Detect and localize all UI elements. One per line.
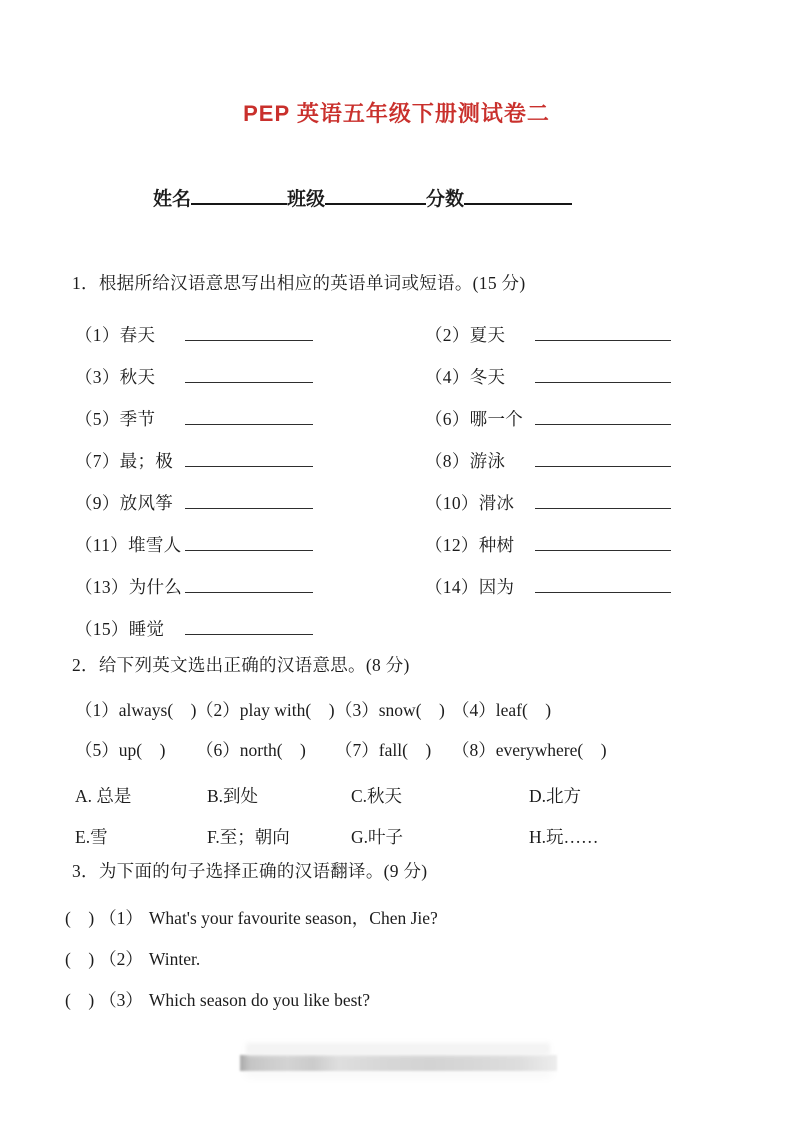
match-item-word: play with xyxy=(239,700,306,720)
match-item-word: always xyxy=(118,700,168,720)
vocab-item-label: （4）冬天 xyxy=(425,367,506,387)
match-item-number: （8） xyxy=(452,740,496,760)
match-item-word: leaf xyxy=(495,700,522,720)
vocab-item-label: （6）哪一个 xyxy=(425,409,524,429)
translation-item-number: （3） xyxy=(99,990,143,1010)
match-item xyxy=(196,730,335,770)
vocab-item xyxy=(75,356,425,398)
answer-blank xyxy=(185,335,313,341)
match-item-number: （7） xyxy=(335,740,379,760)
choice-option: B.到处 xyxy=(207,786,259,806)
answer-blank xyxy=(535,461,671,467)
translation-item xyxy=(65,898,793,939)
class-blank xyxy=(325,187,426,205)
vocab-item xyxy=(425,566,793,608)
vocab-item-label: （2）夏天 xyxy=(425,325,506,345)
answer-blank xyxy=(185,503,313,509)
answer-paren: ( ) xyxy=(65,990,95,1010)
class-label: 班级 xyxy=(287,189,326,210)
translation-item-number: （1） xyxy=(99,908,143,928)
vocab-item-label: （9）放风筝 xyxy=(75,493,174,513)
answer-paren: ( ) xyxy=(167,700,197,720)
match-item-word: fall xyxy=(378,740,403,760)
answer-paren: ( ) xyxy=(415,700,445,720)
match-item-number: （4） xyxy=(452,700,496,720)
match-item-number: （3） xyxy=(335,700,379,720)
match-item-word: everywhere xyxy=(495,740,578,760)
choice-option: F.至；朝向 xyxy=(207,827,290,847)
vocab-item-label: （14）因为 xyxy=(425,577,515,597)
vocab-item-label: （12）种树 xyxy=(425,535,515,555)
translation-item xyxy=(65,939,793,980)
vocab-item-label: （3）秋天 xyxy=(75,367,156,387)
answer-paren: ( ) xyxy=(65,949,95,969)
vocab-item xyxy=(425,482,793,524)
section3-heading: 3．为下面的句子选择正确的汉语翻译。(9 分) xyxy=(72,861,428,881)
vocab-item xyxy=(425,440,793,482)
vocab-item-label: （7）最；极 xyxy=(75,451,174,471)
score-label: 分数 xyxy=(426,189,465,210)
match-item-word: up xyxy=(118,740,137,760)
vocab-item-label: （11）堆雪人 xyxy=(75,535,182,555)
answer-blank xyxy=(535,377,671,383)
score-blank xyxy=(464,187,572,205)
vocab-item xyxy=(425,356,793,398)
answer-blank xyxy=(185,629,313,635)
vocab-item-label: （8）游泳 xyxy=(425,451,506,471)
vocab-item-label: （15）睡觉 xyxy=(75,619,165,639)
answer-paren: ( ) xyxy=(521,700,552,720)
vocab-item xyxy=(75,440,425,482)
name-class-score-line xyxy=(153,187,793,212)
match-item-word: north xyxy=(239,740,277,760)
translation-item-number: （2） xyxy=(99,949,143,969)
translation-item xyxy=(65,980,793,1021)
match-item xyxy=(196,690,335,730)
section2-choices xyxy=(75,776,793,858)
name-blank xyxy=(191,187,287,205)
answer-blank xyxy=(185,587,313,593)
vocab-item xyxy=(75,524,425,566)
vocab-item-label: （1）春天 xyxy=(75,325,156,345)
answer-paren: ( ) xyxy=(276,740,306,760)
translation-item-text: Winter. xyxy=(148,949,201,969)
answer-paren: ( ) xyxy=(402,740,432,760)
match-item-number: （1） xyxy=(75,700,119,720)
translation-item-text: Which season do you like best? xyxy=(148,990,371,1010)
vocab-item xyxy=(75,482,425,524)
answer-paren: ( ) xyxy=(305,700,335,720)
vocab-item xyxy=(75,608,425,650)
section1-items xyxy=(75,314,793,650)
vocab-item-label: （10）滑冰 xyxy=(425,493,515,513)
match-item-number: （2） xyxy=(196,700,240,720)
vocab-item xyxy=(75,398,425,440)
choice-option: A. 总是 xyxy=(75,786,132,806)
vocab-item xyxy=(425,398,793,440)
match-item xyxy=(335,730,452,770)
section3-items xyxy=(65,898,793,1021)
translation-item-text: What's your favourite season，Chen Jie? xyxy=(148,908,438,928)
answer-paren: ( ) xyxy=(577,740,607,760)
vocab-item-label: （5）季节 xyxy=(75,409,156,429)
name-label: 姓名 xyxy=(153,189,192,210)
vocab-item xyxy=(75,314,425,356)
match-item-word: snow xyxy=(378,700,416,720)
answer-blank xyxy=(185,461,313,467)
choice-option: C.秋天 xyxy=(351,786,403,806)
choice-option: D.北方 xyxy=(529,786,582,806)
vocab-item xyxy=(75,566,425,608)
match-item xyxy=(452,730,793,770)
watermark-redaction-bar xyxy=(240,1055,557,1071)
answer-paren: ( ) xyxy=(65,908,95,928)
answer-blank xyxy=(535,335,671,341)
vocab-item xyxy=(425,314,793,356)
match-item xyxy=(75,730,196,770)
choice-option: G.叶子 xyxy=(351,827,404,847)
answer-paren: ( ) xyxy=(136,740,166,760)
match-item xyxy=(75,690,196,730)
answer-blank xyxy=(535,587,671,593)
section1-heading: 1．根据所给汉语意思写出相应的英语单词或短语。(15 分) xyxy=(72,273,526,293)
vocab-item-label: （13）为什么 xyxy=(75,577,183,597)
section2-items xyxy=(75,690,793,770)
match-item xyxy=(335,690,452,730)
section2-heading: 2．给下列英文选出正确的汉语意思。(8 分) xyxy=(72,655,410,675)
answer-blank xyxy=(535,503,671,509)
answer-blank xyxy=(535,419,671,425)
vocab-item xyxy=(425,524,793,566)
answer-blank xyxy=(185,419,313,425)
choice-option: E.雪 xyxy=(75,827,108,847)
answer-blank xyxy=(185,545,313,551)
answer-blank xyxy=(535,545,671,551)
page-title: PEP 英语五年级下册测试卷二 xyxy=(243,101,550,126)
answer-blank xyxy=(185,377,313,383)
choice-option: H.玩…… xyxy=(529,827,599,847)
match-item-number: （6） xyxy=(196,740,240,760)
match-item-number: （5） xyxy=(75,740,119,760)
match-item xyxy=(452,690,793,730)
